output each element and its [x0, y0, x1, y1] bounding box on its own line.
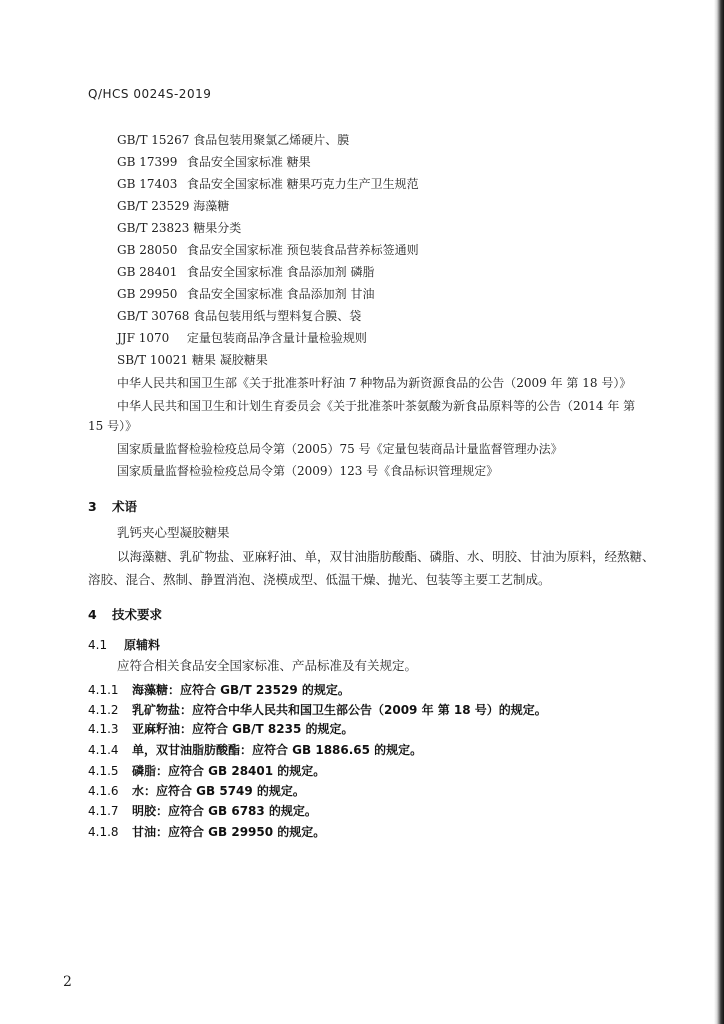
reference-item	[117, 155, 311, 169]
reference-item	[117, 221, 241, 235]
reference-title: 食品安全国家标准 预包装食品营养标签通则	[186, 243, 419, 257]
clause-text: 单，双甘油脂肪酸酯：应符合 GB 1886.65 的规定。	[132, 743, 423, 757]
reference-title: 定量包装商品净含量计量检验规则	[186, 331, 367, 345]
clause-item	[88, 741, 422, 758]
reference-code: SB/T 10021	[117, 353, 189, 367]
clause-number: 4.1.7	[88, 804, 119, 818]
clause-text: 海藻糖：应符合 GB/T 23529 的规定。	[132, 683, 350, 697]
section-4-heading	[88, 605, 162, 623]
reference-code: GB/T 23529	[117, 199, 190, 213]
reference-title: 糖果 凝胶糖果	[191, 353, 268, 367]
reference-title: 食品包装用纸与塑料复合膜、袋	[193, 309, 362, 323]
reference-title: 食品包装用聚氯乙烯硬片、膜	[193, 133, 350, 147]
reference-title: 食品安全国家标准 糖果巧克力生产卫生规范	[186, 177, 419, 191]
reference-code: GB 28050	[117, 243, 178, 257]
clause-number: 4.1.3	[88, 722, 119, 736]
scan-page-edge	[714, 0, 724, 1024]
clause-number: 4.1.8	[88, 825, 119, 839]
term-definition: 以海藻糖、乳矿物盐、亚麻籽油、单，双甘油脂肪酸酯、磷脂、水、明胶、甘油为原料，经熬糖、	[117, 549, 655, 564]
subsection-text: 应符合相关食品安全国家标准、产品标准及有关规定。	[117, 658, 418, 673]
term-definition-continuation: 溶胶、混合、熬制、静置消泡、浇模成型、低温干燥、抛光、包装等主要工艺制成。	[88, 572, 551, 587]
reference-item	[117, 287, 374, 301]
reference-title: 糖果分类	[193, 221, 242, 235]
reference-code: GB 17399	[117, 155, 178, 169]
clause-item	[88, 782, 305, 799]
clause-item	[88, 720, 354, 737]
reference-title: 海藻糖	[193, 199, 230, 213]
clause-item	[88, 701, 547, 718]
reference-title: 食品安全国家标准 食品添加剂 甘油	[186, 287, 375, 301]
subsection-4-1-heading	[88, 636, 160, 653]
section-title: 术语	[112, 499, 138, 514]
section-title: 技术要求	[112, 607, 163, 622]
reference-item	[117, 243, 419, 257]
section-3-heading	[88, 497, 137, 515]
announcement-line: 国家质量监督检验检疫总局令第（2009）123 号《食品标识管理规定》	[117, 464, 499, 478]
reference-code: GB 17403	[117, 177, 178, 191]
page-number: 2	[63, 974, 72, 990]
reference-code: JJF 1070	[117, 331, 170, 345]
reference-code: GB/T 15267	[117, 133, 190, 147]
subsection-number: 4.1	[88, 638, 108, 652]
reference-item	[117, 331, 367, 345]
reference-code: GB 29950	[117, 287, 178, 301]
section-number: 4	[88, 607, 97, 622]
term-name: 乳钙夹心型凝胶糖果	[117, 525, 230, 540]
reference-code: GB/T 30768	[117, 309, 190, 323]
clause-text: 明胶：应符合 GB 6783 的规定。	[132, 804, 317, 818]
clause-number: 4.1.4	[88, 743, 119, 757]
clause-item	[88, 802, 317, 819]
clause-number: 4.1.6	[88, 784, 119, 798]
reference-code: GB/T 23823	[117, 221, 190, 235]
clause-text: 乳矿物盐：应符合中华人民共和国卫生部公告（2009 年 第 18 号）的规定。	[132, 703, 547, 717]
reference-item	[117, 265, 374, 279]
clause-text: 亚麻籽油：应符合 GB/T 8235 的规定。	[132, 722, 354, 736]
clause-number: 4.1.2	[88, 703, 119, 717]
reference-item	[117, 309, 361, 323]
clause-item	[88, 823, 325, 840]
announcement-line: 国家质量监督检验检疫总局令第（2005）75 号《定量包装商品计量监督管理办法》	[117, 442, 563, 456]
reference-title: 食品安全国家标准 糖果	[186, 155, 311, 169]
clause-number: 4.1.5	[88, 764, 119, 778]
reference-item	[117, 199, 229, 213]
reference-code: GB 28401	[117, 265, 178, 279]
reference-item	[117, 133, 349, 147]
announcement-line-continuation: 15 号）》	[88, 419, 138, 433]
document-code: Q/HCS 0024S-2019	[88, 87, 212, 101]
reference-item	[117, 353, 268, 367]
announcement-line: 中华人民共和国卫生部《关于批准茶叶籽油 7 种物品为新资源食品的公告（2009 年 第 18 号）》	[117, 376, 632, 390]
reference-title: 食品安全国家标准 食品添加剂 磷脂	[186, 265, 375, 279]
clause-text: 甘油：应符合 GB 29950 的规定。	[132, 825, 326, 839]
clause-item	[88, 681, 350, 698]
section-number: 3	[88, 499, 97, 514]
clause-text: 水：应符合 GB 5749 的规定。	[132, 784, 305, 798]
clause-item	[88, 762, 325, 779]
clause-number: 4.1.1	[88, 683, 119, 697]
announcement-line: 中华人民共和国卫生和计划生育委员会《关于批准茶叶茶氨酸为新食品原料等的公告（2014 年 第	[117, 399, 636, 413]
reference-item	[117, 177, 419, 191]
subsection-title: 原辅料	[124, 638, 161, 652]
clause-text: 磷脂：应符合 GB 28401 的规定。	[132, 764, 326, 778]
